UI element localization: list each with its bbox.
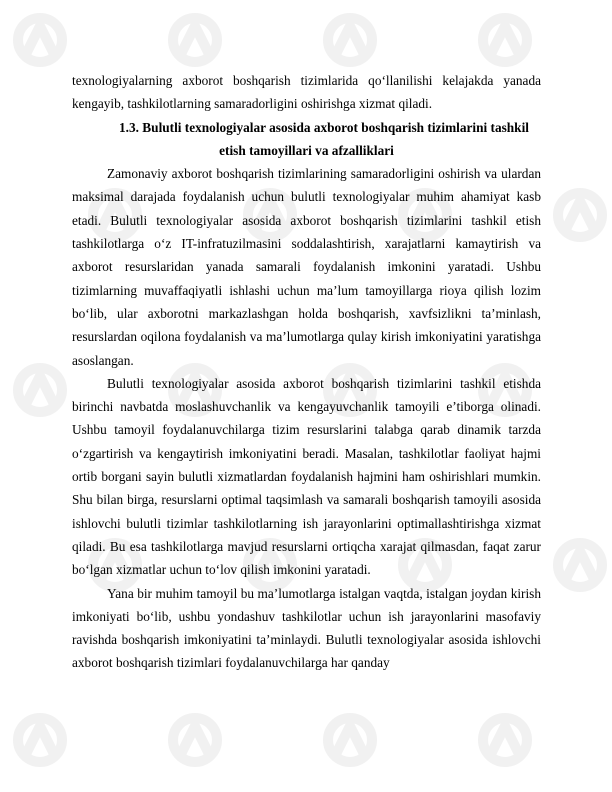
body-paragraph-3: Yana bir muhim tamoyil bu ma’lumotlarga istalgan vaqtda, istalgan joydan kirish imkoniyati bo‘lib, ushbu yondashuv tashkilotlar uchun ish jarayonlarini masofaviy ravishda boshqarish imkoniyatini ta’minlaydi. Bulutli texnologiyalar asosida ishlovchi axborot boshqarish tizimlari foydalanuvchilarga har qanday (72, 585, 541, 671)
watermark-ring (173, 18, 217, 62)
section-heading: 1.3. Bulutli texnologiyalar asosida axborot boshqarish tizimlarini tashkil etish tamoyillari va afzalliklari (119, 119, 529, 158)
body-paragraph-1: Zamonaviy axborot boshqarish tizimlarining samaradorligini oshirish va ulardan maksimal darajada foydalanish uchun bulutli texnologiyalar muhim ahamiyat kasb etadi. Bulutli texnologiyalar asosida axborot boshqarish tizimlarini tashkil etish tashkilotlarga o‘z IT-infratuzilmasini soddalashtirish, xarajatlarni kamaytirish va axborot resurslaridan yanada samarali foydalanish imkonini yaratadi. Ushbu tizimlarning muvaffaqiyatli ishlashi uchun ma’lum tamoyillarga rioya qilish lozim bo‘lib, ular axborotni markazlashgan holda boshqarish, xavfsizlikni ta’minlash, resurslardan oqilona foydalanish va ma’lumotlarga qulay kirish imkoniyatini yaratishga asoslangan. (72, 166, 541, 368)
watermark-ring (483, 718, 527, 762)
watermark-ring (328, 18, 372, 62)
watermark-mark (26, 726, 54, 754)
body-paragraph-2: Bulutli texnologiyalar asosida axborot boshqarish tizimlarini tashkil etishda birinchi navbatda moslashuvchanlik va kengayuvchanlik tamoyili e’tiborga olinadi. Ushbu tamoyil foydalanuvchilarga tizim resurslarini talabga qarab dinamik tarzda o‘zgartirish va kengaytirish imkoniyatini beradi. Masalan, tashkilotlar faoliyat hajmi ortib borgani sayin bulutli xizmatlardan foydalanish hajmini ham oshirishlari mumkin. Shu bilan birga, resurslarni optimal taqsimlash va samarali boshqarish tamoyili asosida ishlovchi bulutli tizimlar tashkilotlarning ish jarayonlarini optimallashtirishga xizmat qiladi. Bu esa tashkilotlarga mavjud resurslarni ortiqcha xarajat qilmasdan, faqat zarur bo‘lgan xizmatlar uchun to‘lov qilish imkonini yaratadi. (72, 375, 541, 578)
watermark-mark (181, 26, 209, 54)
watermark-ring (18, 718, 62, 762)
watermark-ring (18, 18, 62, 62)
watermark-mark (566, 551, 594, 579)
watermark-mark (566, 201, 594, 229)
watermark-mark (491, 26, 519, 54)
continuation-paragraph: texnologiyalarning axborot boshqarish tizimlarida qo‘llanilishi kelajakda yanada kengayib, tashkilotlarning samaradorligini oshirishga xizmat qiladi. (72, 73, 541, 112)
document-page (72, 69, 541, 675)
watermark-ring (558, 543, 602, 587)
watermark-ring (558, 193, 602, 237)
watermark-ring (18, 368, 62, 412)
watermark-ring (328, 718, 372, 762)
watermark-mark (26, 26, 54, 54)
watermark-mark (181, 726, 209, 754)
watermark-mark (336, 26, 364, 54)
watermark-mark (491, 726, 519, 754)
watermark-mark (26, 376, 54, 404)
watermark-ring (173, 718, 217, 762)
watermark-mark (336, 726, 364, 754)
watermark-ring (483, 18, 527, 62)
